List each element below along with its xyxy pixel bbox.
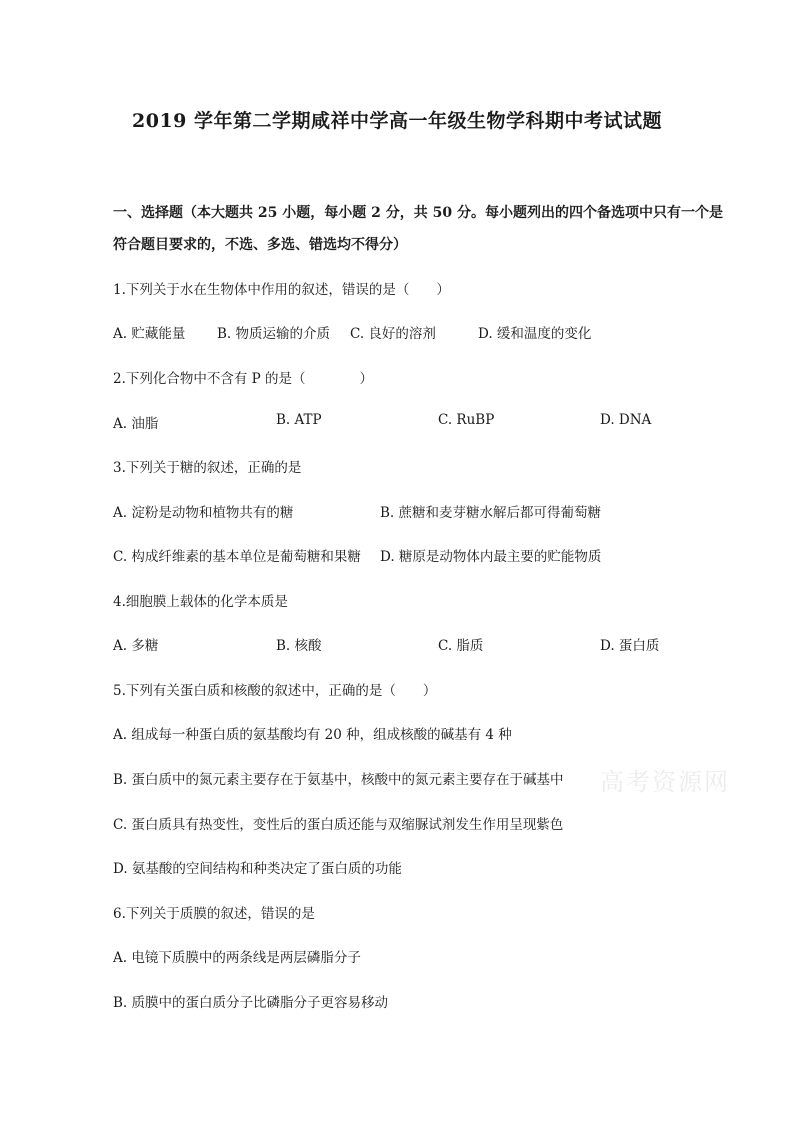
q4-option-b: B. 核酸 (276, 638, 322, 654)
q1-option-a: A. 贮藏能量 (113, 326, 186, 342)
question-5-stem: 5.下列有关蛋白质和核酸的叙述中，正确的是（ ） (113, 683, 437, 699)
q3-option-a: A. 淀粉是动物和植物共有的糖 (113, 505, 294, 521)
q3-option-b: B. 蔗糖和麦芽糖水解后都可得葡萄糖 (380, 505, 602, 521)
page-title: 2019 学年第二学期咸祥中学高一年级生物学科期中考试试题 (132, 110, 662, 132)
q6-option-b: B. 质膜中的蛋白质分子比磷脂分子更容易移动 (113, 995, 389, 1011)
section-instructions-line1: 一、选择题（本大题共 25 小题，每小题 2 分，共 50 分。每小题列出的四个备选项中只有一个是 (113, 205, 723, 221)
q4-option-c: C. 脂质 (438, 638, 484, 654)
q5-option-b: B. 蛋白质中的氮元素主要存在于氨基中，核酸中的氮元素主要存在于碱基中 (113, 772, 564, 788)
q5-option-d: D. 氨基酸的空间结构和种类决定了蛋白质的功能 (113, 861, 402, 877)
q1-option-b: B. 物质运输的介质 (217, 326, 331, 342)
question-1-stem: 1.下列关于水在生物体中作用的叙述，错误的是（ ） (113, 282, 450, 298)
q1-option-c: C. 良好的溶剂 (350, 326, 436, 342)
q4-option-a: A. 多糖 (113, 638, 159, 654)
q3-option-d: D. 糖原是动物体内最主要的贮能物质 (380, 549, 602, 565)
section-instructions-line2: 符合题目要求的，不选、多选、错选均不得分） (113, 237, 407, 253)
q2-option-d: D. DNA (600, 412, 652, 428)
watermark: 高考资源网 (600, 768, 730, 796)
q1-option-d: D. 缓和温度的变化 (478, 326, 592, 342)
question-3-stem: 3.下列关于糖的叙述，正确的是 (113, 460, 302, 476)
q5-option-a: A. 组成每一种蛋白质的氨基酸均有 20 种，组成核酸的碱基有 4 种 (113, 727, 512, 743)
q4-option-d: D. 蛋白质 (600, 638, 660, 654)
question-6-stem: 6.下列关于质膜的叙述，错误的是 (113, 906, 315, 922)
q6-option-a: A. 电镜下质膜中的两条线是两层磷脂分子 (113, 950, 361, 966)
q2-option-b: B. ATP (276, 412, 322, 428)
q3-option-c: C. 构成纤维素的基本单位是葡萄糖和果糖 (113, 549, 361, 565)
q2-option-c: C. RuBP (438, 412, 495, 428)
q2-option-a: A. 油脂 (113, 416, 159, 432)
q5-option-c: C. 蛋白质具有热变性，变性后的蛋白质还能与双缩脲试剂发生作用呈现紫色 (113, 817, 564, 833)
question-4-stem: 4.细胞膜上载体的化学本质是 (113, 594, 288, 610)
question-2-stem: 2.下列化合物中不含有 P 的是（ ） (113, 371, 374, 387)
